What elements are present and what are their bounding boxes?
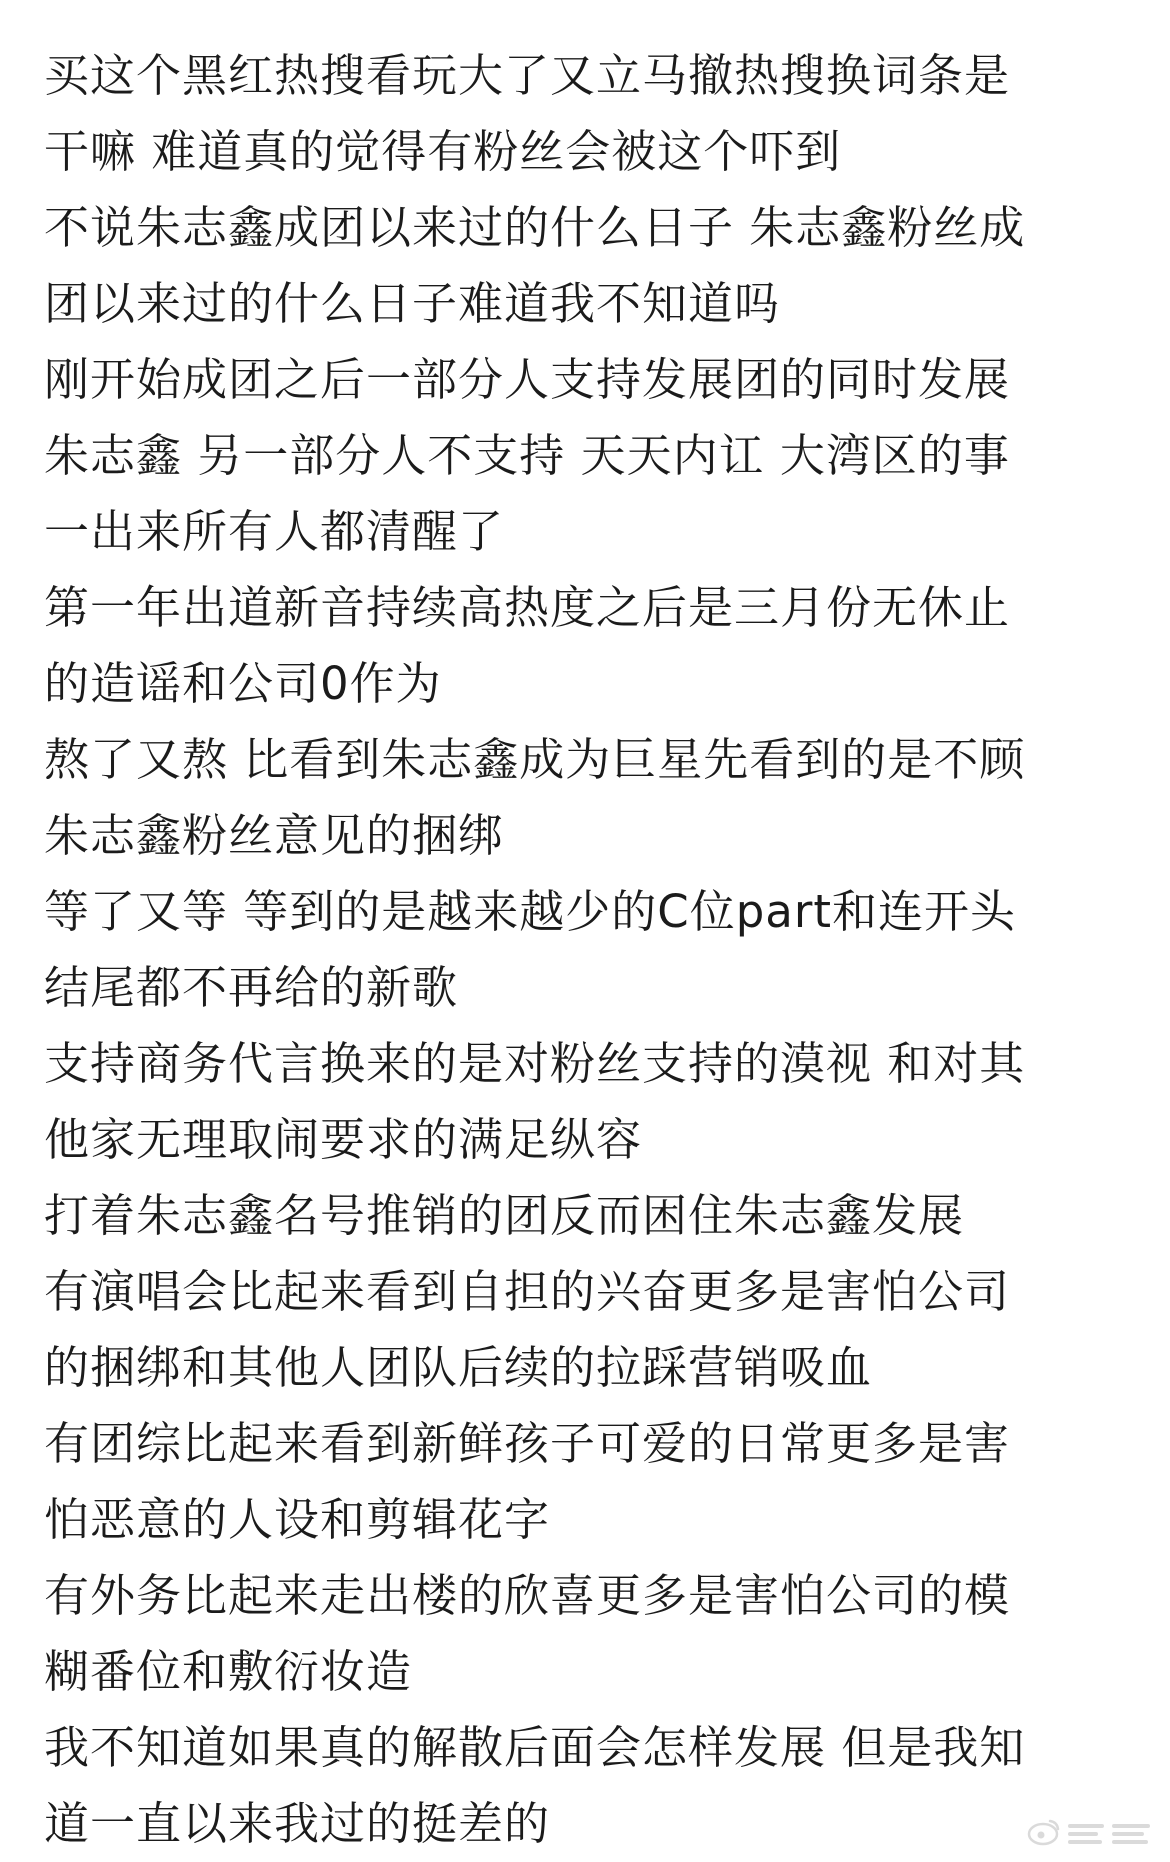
- text-line: 他家无理取闹要求的满足纵容: [44, 1113, 643, 1166]
- text-line: 打着朱志鑫名号推销的团反而困住朱志鑫发展: [44, 1189, 965, 1242]
- text-line: 干嘛 难道真的觉得有粉丝会被这个吓到: [44, 125, 842, 178]
- paragraph-8: [44, 1178, 1134, 1254]
- paragraph-5: [44, 722, 1134, 874]
- paragraph-11: [44, 1558, 1134, 1710]
- text-line: 有团综比起来看到新鲜孩子可爱的日常更多是害: [44, 1417, 1011, 1470]
- text-line: 的捆绑和其他人团队后续的拉踩营销吸血: [44, 1341, 873, 1394]
- weibo-watermark-icon: [1026, 1815, 1156, 1849]
- text-line: 有外务比起来走出楼的欣喜更多是害怕公司的模: [44, 1569, 1011, 1622]
- paragraph-9: [44, 1254, 1134, 1406]
- text-line: 不说朱志鑫成团以来过的什么日子 朱志鑫粉丝成: [44, 201, 1026, 254]
- text-line: 团以来过的什么日子难道我不知道吗: [44, 277, 781, 330]
- text-line: 怕恶意的人设和剪辑花字: [44, 1493, 551, 1546]
- paragraph-6: [44, 874, 1134, 1026]
- text-line: 结尾都不再给的新歌: [44, 961, 459, 1014]
- text-line: 朱志鑫粉丝意见的捆绑: [44, 809, 505, 862]
- text-line: 朱志鑫 另一部分人不支持 天天内讧 大湾区的事: [44, 429, 1010, 482]
- text-line: 我不知道如果真的解散后面会怎样发展 但是我知: [44, 1721, 1026, 1774]
- text-line: 道一直以来我过的挺差的: [44, 1797, 551, 1850]
- text-line: 的造谣和公司0作为: [44, 657, 442, 710]
- paragraph-2: [44, 190, 1134, 342]
- paragraph-4: [44, 570, 1134, 722]
- paragraph-3: [44, 342, 1134, 570]
- text-line: 支持商务代言换来的是对粉丝支持的漠视 和对其: [44, 1037, 1026, 1090]
- text-line: 有演唱会比起来看到自担的兴奋更多是害怕公司: [44, 1265, 1011, 1318]
- text-line: 刚开始成团之后一部分人支持发展团的同时发展: [44, 353, 1011, 406]
- paragraph-1: [44, 38, 1134, 190]
- paragraph-12: [44, 1710, 1134, 1862]
- text-line: 糊番位和敷衍妆造: [44, 1645, 413, 1698]
- post-body: [44, 38, 1134, 1862]
- text-line: 第一年出道新音持续高热度之后是三月份无休止: [44, 581, 1011, 634]
- text-line: 买这个黑红热搜看玩大了又立马撤热搜换词条是: [44, 49, 1011, 102]
- text-line: 熬了又熬 比看到朱志鑫成为巨星先看到的是不顾: [44, 733, 1026, 786]
- paragraph-10: [44, 1406, 1134, 1558]
- text-line: 一出来所有人都清醒了: [44, 505, 505, 558]
- text-line: 等了又等 等到的是越来越少的C位part和连开头: [44, 885, 1017, 938]
- paragraph-7: [44, 1026, 1134, 1178]
